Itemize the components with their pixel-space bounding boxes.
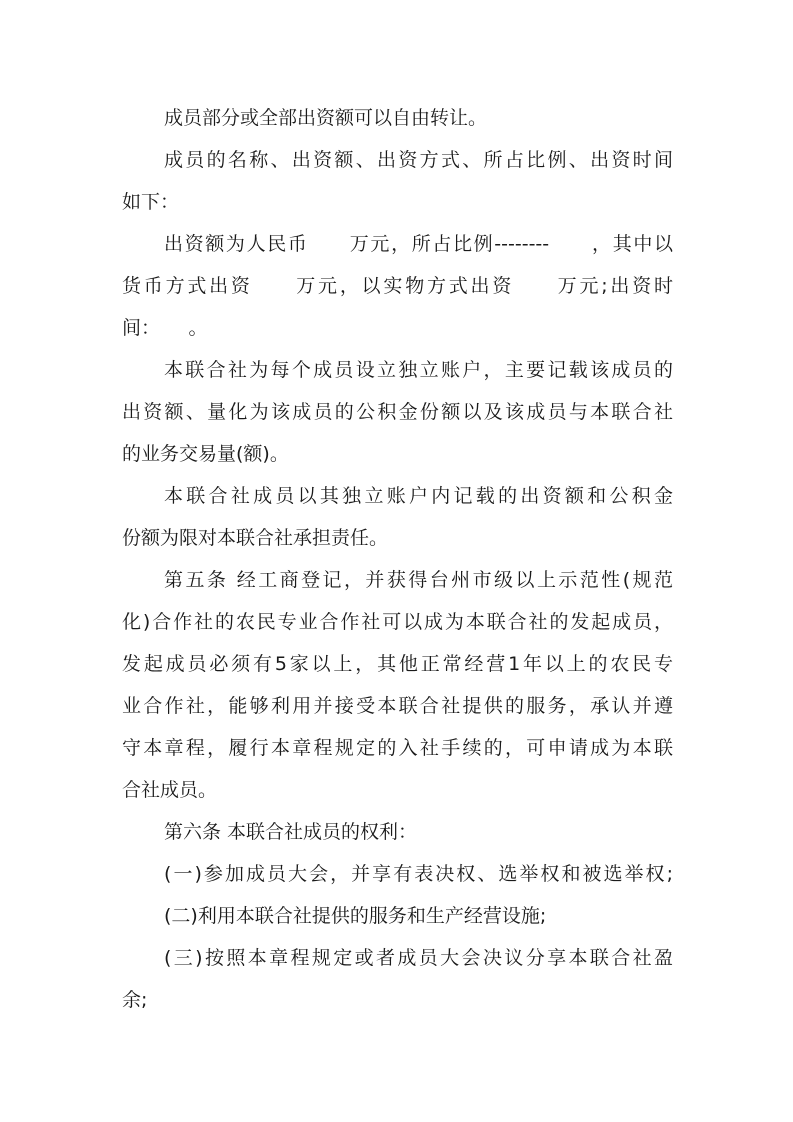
paragraph-line: 成员部分或全部出资额可以自由转让。 [164,107,488,129]
paragraph-line: 发起成员必须有5家以上，其他正常经营1年以上的农民专 [122,653,673,675]
paragraph-line: 业合作社，能够利用并接受本联合社提供的服务，承认并遵 [122,695,673,717]
paragraph-line: 出资额、量化为该成员的公积金份额以及该成员与本联合社 [122,401,673,423]
paragraph-line: 第六条 本联合社成员的权利： [164,821,418,843]
paragraph-line: 本联合社为每个成员设立独立账户，主要记载该成员的 [164,359,673,381]
paragraph-line: 份额为限对本联合社承担责任。 [122,527,389,549]
paragraph-line: 化)合作社的农民专业合作社可以成为本联合社的发起成员， [122,611,673,633]
paragraph-line: 成员的名称、出资额、出资方式、所占比例、出资时间 [164,149,673,171]
paragraph-line: 如下： [122,191,180,213]
paragraph-line: (二)利用本联合社提供的服务和生产经营设施; [164,905,547,927]
paragraph-line: (三)按照本章程规定或者成员大会决议分享本联合社盈 [164,947,673,969]
paragraph-line: 间： 。 [122,317,208,339]
paragraph-line: 出资额为人民币 万元，所占比例-------- ，其中以 [164,233,673,255]
paragraph-line: (一)参加成员大会，并享有表决权、选举权和被选举权; [164,863,673,885]
paragraph-line: 本联合社成员以其独立账户内记载的出资额和公积金 [164,485,673,507]
paragraph-line: 守本章程，履行本章程规定的入社手续的，可申请成为本联 [122,737,673,759]
paragraph-line: 货币方式出资 万元，以实物方式出资 万元;出资时 [122,275,673,297]
paragraph-line: 的业务交易量(额)。 [122,443,289,465]
paragraph-line: 第五条 经工商登记，并获得台州市级以上示范性(规范 [164,569,673,591]
paragraph-line: 合社成员。 [122,779,218,801]
paragraph-line: 余; [122,989,148,1011]
